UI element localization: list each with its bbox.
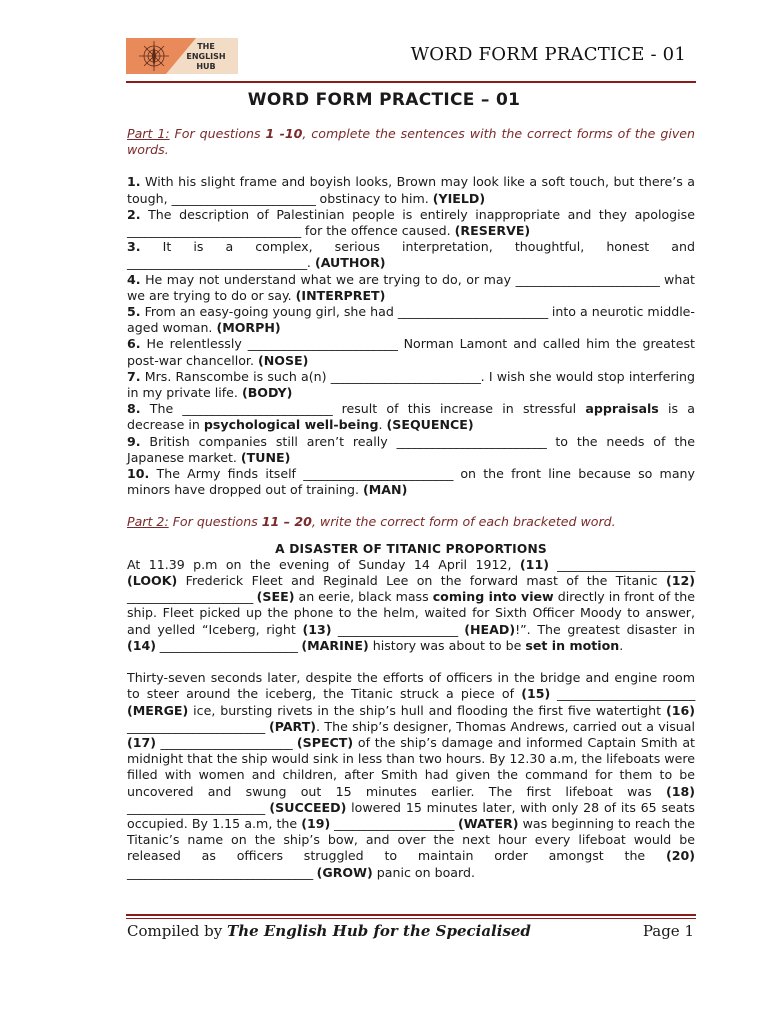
- question-text: He relentlessly: [140, 336, 248, 352]
- answer-blank[interactable]: ______________________________: [127, 255, 307, 271]
- part2-intro-text-2: , write the correct form of each bracketed word.: [311, 514, 616, 530]
- question-number: 1.: [127, 174, 141, 190]
- answer-blank[interactable]: _________________________: [397, 304, 548, 320]
- part2-instructions: [127, 514, 695, 530]
- logo-text-line-3: HUB: [196, 62, 216, 71]
- question-number: 7.: [127, 368, 141, 384]
- gap-number: (15): [521, 686, 551, 702]
- given-word: (GROW): [316, 864, 373, 880]
- passage-text: of the ship’s damage and informed Captain Smith at midnight that the ship would sink in less than two hours. By 12.30 a.m, the lifeboats were filled with women and children, after Smith had given the command for them to be uncovered and swung out 15 minutes earlier. The first lifeboat was: [127, 734, 695, 799]
- emphasized-phrase: coming into view: [432, 589, 554, 605]
- passage-paragraph-2: [127, 670, 695, 881]
- page-number: Page 1: [642, 922, 694, 940]
- passage-text: history was about to be: [368, 637, 526, 653]
- answer-blank[interactable]: _______________________: [550, 686, 695, 702]
- answer-blank[interactable]: ________________________: [515, 271, 660, 287]
- gap-number: (18): [665, 783, 695, 799]
- footer-credit: [127, 922, 531, 940]
- emphasized-phrase: psychological well-being: [203, 417, 379, 433]
- question-5: [127, 304, 695, 336]
- question-6: [127, 336, 695, 368]
- question-text: He may not understand what we are trying to do, or may: [140, 271, 516, 287]
- question-text: on the front line because so many minors have dropped out of training.: [127, 466, 695, 498]
- question-text: British companies still aren’t really: [140, 433, 397, 449]
- question-text: .: [306, 255, 315, 271]
- gap-number: (14): [127, 637, 157, 653]
- question-number: 5.: [127, 304, 141, 320]
- answer-blank[interactable]: ____________________: [330, 815, 458, 831]
- question-text: result of this increase in stressful: [332, 401, 586, 417]
- the-english-hub-logo: [126, 38, 238, 74]
- passage-text: .: [619, 637, 624, 653]
- question-text: into a neurotic middle-aged woman.: [127, 304, 695, 336]
- given-word: (RESERVE): [454, 223, 531, 239]
- question-10: [127, 466, 695, 498]
- given-word: (SEE): [256, 589, 295, 605]
- emphasized-word: appraisals: [585, 401, 659, 417]
- question-text: From an easy-going young girl, she had: [140, 304, 398, 320]
- gap-number: (11): [519, 556, 549, 572]
- question-text: The: [140, 401, 183, 417]
- answer-blank[interactable]: _____________________________: [127, 223, 301, 239]
- answer-blank[interactable]: _______________________: [127, 718, 269, 734]
- passage-paragraph-1: [127, 557, 695, 654]
- passage-text: Frederick Fleet and Reginald Lee on the forward mast of the Titanic: [177, 573, 666, 589]
- given-word: (SUCCEED): [269, 799, 347, 815]
- question-4: [127, 272, 695, 304]
- answer-blank[interactable]: _________________________: [303, 466, 454, 482]
- part2-label: Part 2:: [127, 514, 169, 530]
- worksheet-content: [127, 126, 695, 881]
- question-text: Mrs. Ranscombe is such a(n): [140, 368, 331, 384]
- given-word: (WATER): [457, 815, 519, 831]
- logo-text-line-2: ENGLISH: [186, 52, 226, 61]
- footer-divider: [126, 914, 696, 916]
- passage-title: A DISASTER OF TITANIC PROPORTIONS: [275, 541, 547, 556]
- answer-blank[interactable]: _________________________: [247, 336, 398, 352]
- question-number: 8.: [127, 401, 141, 417]
- part1-question-range: 1 -10: [265, 126, 303, 141]
- part2-intro-text: For questions: [168, 514, 262, 530]
- given-word: (BODY): [241, 385, 293, 401]
- question-number: 4.: [127, 271, 141, 287]
- given-word: (MERGE): [127, 702, 189, 718]
- question-text: to the needs of the Japanese market.: [127, 433, 695, 465]
- given-word: (NOSE): [257, 352, 309, 368]
- part1-instructions: [127, 126, 695, 158]
- answer-blank[interactable]: _____________________: [127, 589, 257, 605]
- question-text: obstinacy to him.: [315, 190, 433, 206]
- answer-blank[interactable]: _______________________: [156, 637, 302, 653]
- question-2: [127, 207, 695, 239]
- given-word: (TUNE): [240, 449, 291, 465]
- part1-intro-text: For questions: [169, 126, 266, 141]
- gap-number: (17): [127, 734, 157, 750]
- question-number: 9.: [127, 433, 141, 449]
- passage-text: ice, bursting rivets in the ship’s hull and flooding the first five watertight: [188, 702, 666, 718]
- header-title: WORD FORM PRACTICE - 01: [410, 44, 686, 65]
- given-word: (MARINE): [301, 637, 369, 653]
- question-text: The Army finds itself: [149, 466, 304, 482]
- question-1: [127, 174, 695, 206]
- answer-blank[interactable]: _______________________________: [127, 864, 317, 880]
- answer-blank[interactable]: _______________________: [127, 799, 270, 815]
- footer-credit-prefix: Compiled by: [127, 922, 228, 940]
- given-word: (YIELD): [432, 190, 486, 206]
- passage-text: was beginning to reach the Titanic’s name on the ship’s bow, and over the next hour every lifeboat would be released as officers struggled to maintain order amongst the: [127, 815, 695, 864]
- logo-text-line-1: THE: [197, 42, 215, 51]
- answer-blank[interactable]: ____________________: [331, 621, 465, 637]
- question-text: The description of Palestinian people is entirely inappropriate and they apologise: [140, 206, 695, 222]
- given-word: (SPECT): [296, 734, 354, 750]
- passage-text: !”. The greatest disaster in: [515, 621, 695, 637]
- emphasized-phrase: set in motion: [525, 637, 620, 653]
- gap-number: (16): [665, 702, 695, 718]
- given-word: (SEQUENCE): [386, 417, 474, 433]
- answer-blank[interactable]: _________________________: [396, 433, 547, 449]
- question-8: [127, 401, 695, 433]
- passage-text: . The ship’s designer, Thomas Andrews, carried out a visual: [316, 718, 695, 734]
- question-number: 3.: [127, 239, 141, 255]
- question-number: 10.: [127, 466, 150, 482]
- question-text: With his slight frame and boyish looks, Brown may look like a soft touch, but there’s a tough,: [127, 174, 695, 206]
- question-text: .: [378, 417, 387, 433]
- given-word: (HEAD): [464, 621, 516, 637]
- passage-text: Thirty-seven seconds later, despite the efforts of officers in the bridge and engine room to steer around the iceberg, the Titanic struck a piece of: [127, 670, 695, 702]
- answer-blank[interactable]: _________________________: [182, 401, 333, 417]
- question-number: 2.: [127, 206, 141, 222]
- question-text: Norman Lamont and called him the greatest post-war chancellor.: [127, 336, 695, 368]
- footer-divider-thin: [126, 918, 696, 919]
- given-word: (LOOK): [127, 573, 178, 589]
- answer-blank[interactable]: _______________________: [548, 556, 695, 572]
- passage-text: panic on board.: [372, 864, 475, 880]
- given-word: (INTERPRET): [295, 287, 386, 303]
- question-7: [127, 369, 695, 401]
- question-text: what we are trying to do or say.: [127, 271, 695, 303]
- gap-number: (13): [302, 621, 332, 637]
- gap-number: (12): [665, 573, 695, 589]
- header-divider: [126, 81, 696, 83]
- question-text: for the offence caused.: [300, 223, 455, 239]
- page-header: [126, 38, 696, 78]
- passage-text: At 11.39 p.m on the evening of Sunday 14 April 1912,: [127, 556, 520, 572]
- footer-credit-name: The English Hub for the Specialised: [227, 922, 531, 940]
- answer-blank[interactable]: ______________________: [156, 734, 297, 750]
- answer-blank[interactable]: ________________________: [171, 190, 316, 206]
- part2-question-range: 11 – 20: [261, 514, 312, 530]
- given-word: (MAN): [363, 482, 408, 498]
- gap-number: (20): [665, 848, 695, 864]
- question-text: . I wish she would stop interfering in my private life.: [127, 368, 695, 401]
- passage-text: directly in front of the ship. Fleet picked up the phone to the helm, waited for Sixth Officer Moody to answer, and yelled “Iceberg, right: [127, 589, 695, 637]
- passage-text: lowered 15 minutes later, with only 28 of its 65 seats occupied. By 1.15 a.m, the: [127, 799, 695, 831]
- gap-number: (19): [301, 815, 331, 831]
- answer-blank[interactable]: _________________________: [330, 368, 481, 384]
- question-text: It is a complex, serious interpretation, thoughtful, honest and: [140, 239, 695, 255]
- question-3: [127, 239, 695, 271]
- part1-intro-text-2: , complete the sentences with the correct forms of the given words.: [127, 126, 696, 158]
- given-word: (PART): [268, 718, 317, 734]
- question-number: 6.: [127, 336, 141, 352]
- given-word: (MORPH): [216, 320, 281, 336]
- part1-questions: [127, 174, 695, 498]
- part1-label: Part 1:: [127, 126, 170, 141]
- passage-text: an eerie, black mass: [294, 589, 433, 605]
- question-9: [127, 434, 695, 466]
- given-word: (AUTHOR): [314, 255, 386, 271]
- page-title: WORD FORM PRACTICE – 01: [247, 90, 521, 110]
- question-text: is a decrease in: [127, 401, 695, 433]
